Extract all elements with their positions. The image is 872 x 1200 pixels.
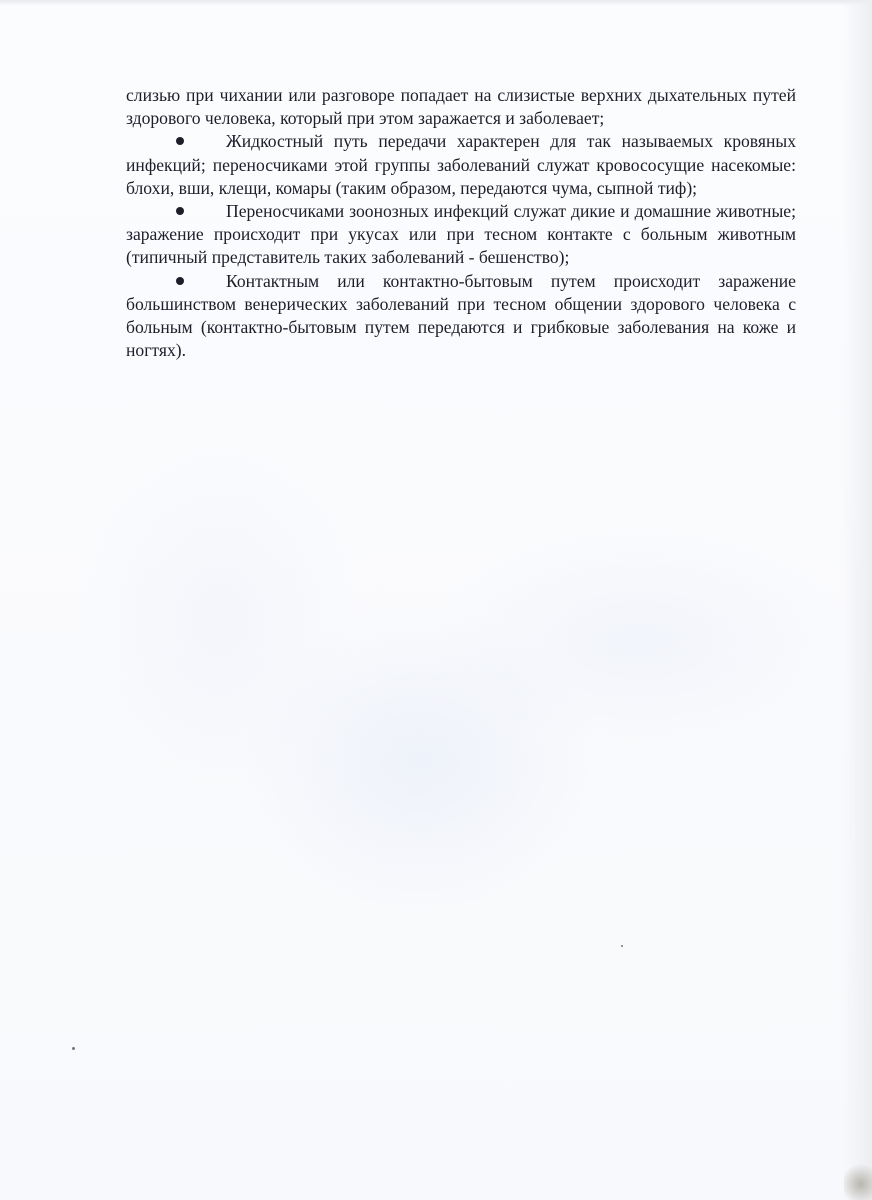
scan-right-edge [842, 0, 872, 1200]
bullet-dot-icon [176, 207, 184, 215]
intro-paragraph: слизью при чихании или разговоре попадает на слизистые верхних дыхательных путей здорового человека, который при этом заражается и заболевает; [126, 85, 796, 129]
bullet-dot-icon [176, 277, 184, 285]
bullet-item [126, 200, 796, 270]
scan-top-edge [0, 0, 872, 6]
bullet-item [126, 130, 796, 200]
document-body [126, 84, 796, 362]
bullet-text: Переносчиками зоонозных инфекций служат дикие и домашние животные; заражение происходит при укусах или при тесном контакте с больным животным (типичный представитель таких заболеваний - бешенство); [126, 201, 796, 268]
bullet-marker [126, 130, 226, 153]
bullet-marker [126, 200, 226, 223]
bullet-marker [126, 270, 226, 293]
bullet-text: Жидкостный путь передачи характерен для так называемых кровяных инфекций; переносчиками этой группы заболеваний служат кровососущие насекомые: блохи, вши, клещи, комары (таким образом, передаются чума, сыпной тиф); [126, 131, 796, 198]
scan-corner-smudge [844, 1160, 872, 1200]
scan-speck [621, 945, 623, 947]
bullet-text: Контактным или контактно-бытовым путем происходит заражение большинством венерических заболеваний при тесном общении здорового человека с больным (контактно-бытовым путем передаются и грибковые заболевания на коже и ногтях). [126, 270, 796, 361]
bullet-item [126, 270, 796, 363]
scan-speck [72, 1047, 75, 1050]
bullet-dot-icon [176, 137, 184, 145]
